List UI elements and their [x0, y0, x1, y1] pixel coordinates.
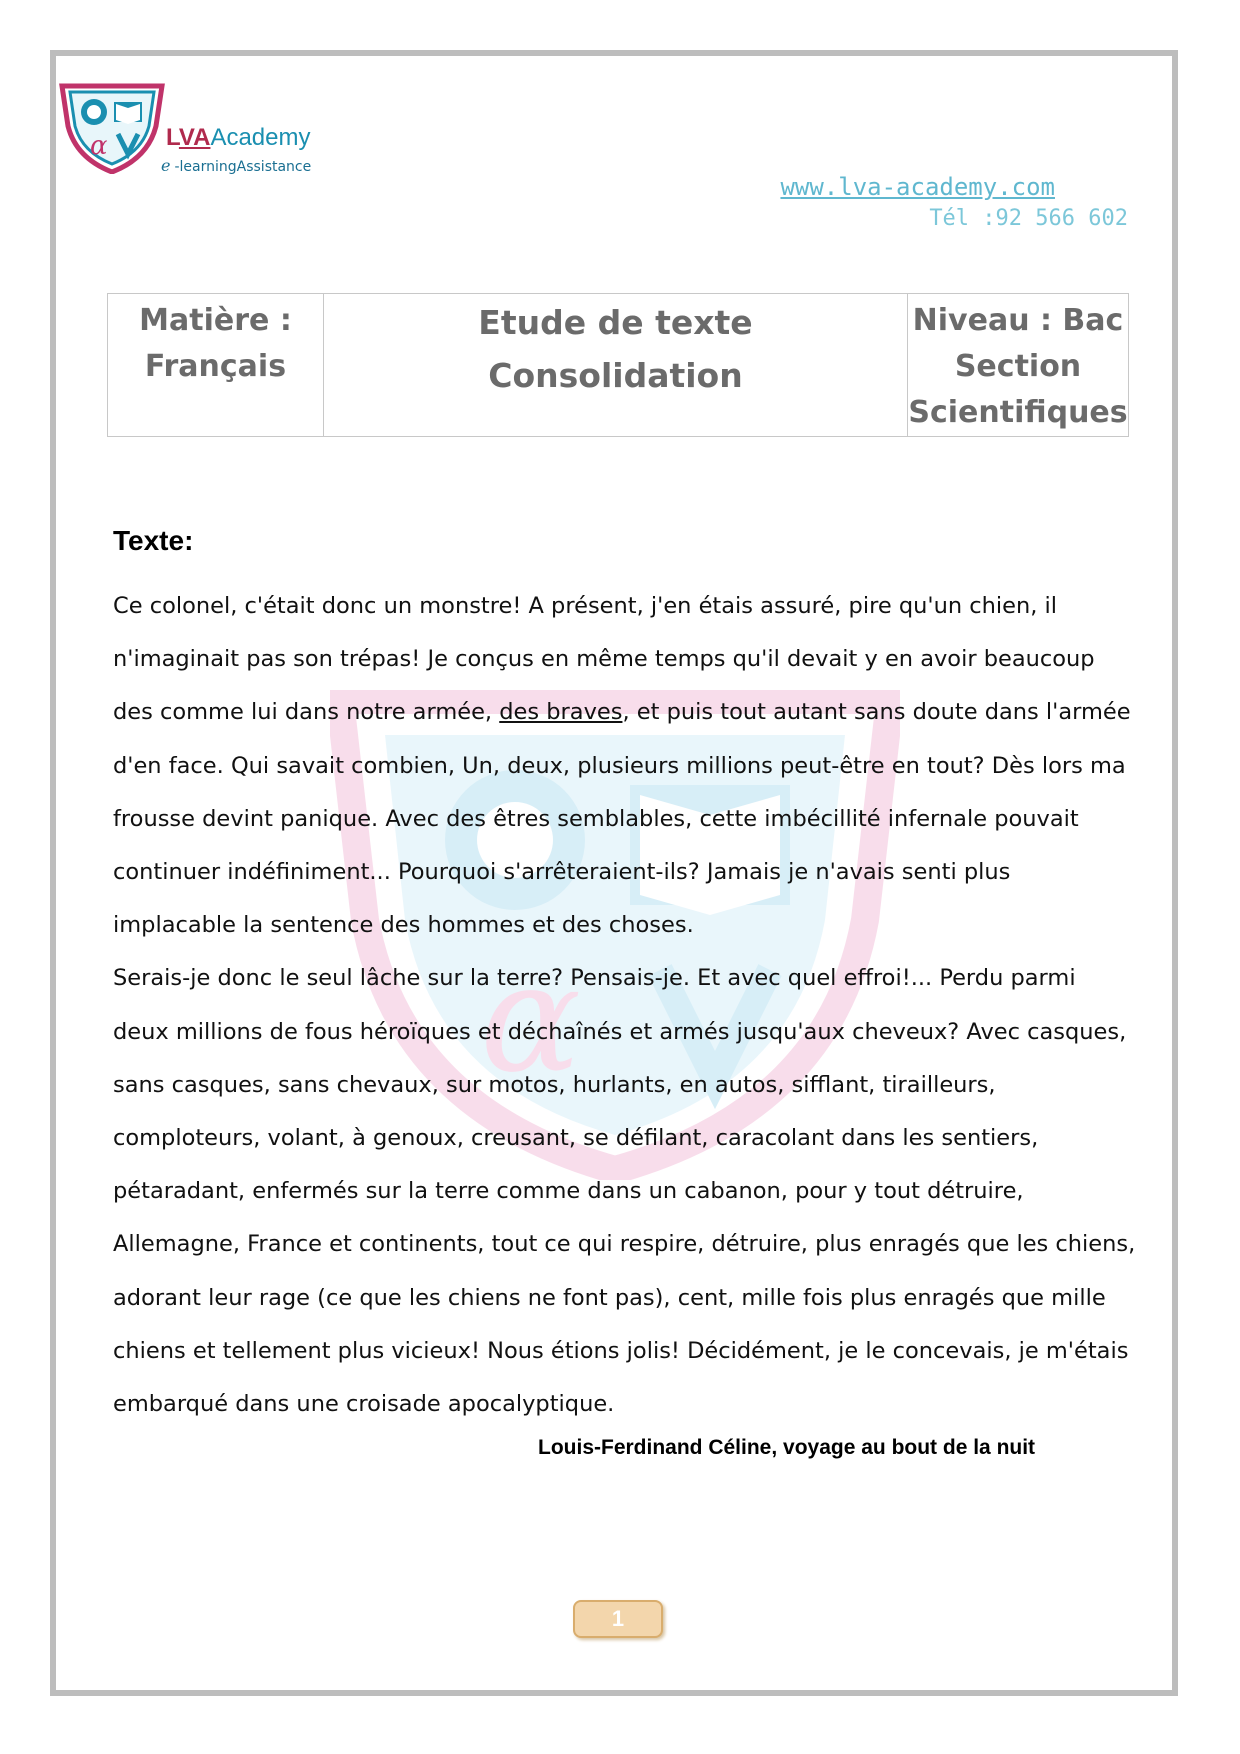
subject-cell	[108, 294, 324, 437]
text-line: d'en face. Qui savait combien, Un, deux, plusieurs millions peut-être en tout? Dès lors ma	[113, 752, 1126, 779]
text-line: n'imaginait pas son trépas! Je conçus en même temps qu'il devait y en avoir beaucoup	[113, 646, 1095, 673]
document-subtitle: Consolidation	[488, 356, 743, 395]
brand-l: L	[166, 124, 179, 151]
title-cell	[324, 294, 908, 437]
passage-text	[113, 580, 1183, 1431]
level-label: Niveau : Bac	[912, 303, 1124, 338]
section-title: Texte:	[113, 525, 194, 556]
text-line: adorant leur rage (ce que les chiens ne font pas), cent, mille fois plus enragés que mille	[113, 1284, 1106, 1311]
text-fragment: , et puis tout autant sans doute dans l'armée	[622, 699, 1131, 726]
header-table	[107, 293, 1129, 437]
text-line: Allemagne, France et continents, tout ce qui respire, détruire, plus enragés que les chiens,	[113, 1231, 1136, 1258]
brand-name	[166, 124, 311, 152]
text-line: pétaradant, enfermés sur la terre comme dans un cabanon, pour y tout détruire,	[113, 1178, 1024, 1205]
document-title: Etude de texte	[478, 303, 753, 342]
text-line: Ce colonel, c'était donc un monstre! A présent, j'en étais assuré, pire qu'un chien, il	[113, 593, 1058, 619]
text-line: Serais-je donc le seul lâche sur la terre? Pensais-je. Et avec quel effroi!... Perdu parmi	[113, 965, 1076, 992]
svg-text:α: α	[480, 932, 582, 1106]
brand-tagline	[161, 156, 311, 175]
author-citation: Louis-Ferdinand Céline, voyage au bout de la nuit	[538, 1436, 1036, 1459]
brand-va: VA	[178, 124, 211, 151]
phone-number: Tél :92 566 602	[929, 206, 1128, 231]
text-fragment: des comme lui dans notre armée,	[113, 699, 500, 726]
svg-text:α: α	[90, 131, 108, 161]
level-cell	[908, 294, 1129, 437]
text-line: frousse devint panique. Avec des êtres semblables, cette imbécillité infernale pouvait	[113, 805, 1079, 832]
text-line: continuer indéfiniment... Pourquoi s'arrêteraient-ils? Jamais je n'avais senti plus	[113, 859, 1011, 886]
underlined-phrase: des braves	[499, 699, 623, 726]
text-line: chiens et tellement plus vicieux! Nous étions jolis! Décidément, je le concevais, je m'étais	[113, 1337, 1129, 1364]
section-label: Section	[954, 349, 1082, 384]
text-line: deux millions de fous héroïques et déchaînés et armés jusqu'aux cheveux? Avec casques,	[113, 1018, 1127, 1045]
text-line: embarqué dans une croisade apocalyptique.	[113, 1391, 615, 1418]
subject-value: Français	[144, 349, 287, 384]
text-line: comploteurs, volant, à genoux, creusant, se défilant, caracolant dans les sentiers,	[113, 1125, 1039, 1152]
section-value: Scientifiques	[908, 395, 1128, 430]
website-link[interactable]: www.lva-academy.com	[780, 173, 1055, 201]
text-line	[113, 686, 1183, 739]
subject-label: Matière :	[139, 303, 292, 338]
text-line: implacable la sentence des hommes et des choses.	[113, 912, 694, 939]
text-line: sans casques, sans chevaux, sur motos, hurlants, en autos, sifflant, tirailleurs,	[113, 1071, 996, 1098]
tagline-e: e	[161, 156, 171, 175]
lva-academy-logo-icon	[58, 82, 166, 174]
page-number: 1	[573, 1600, 663, 1638]
tagline-text: -learningAssistance	[174, 159, 312, 175]
brand-academy: Academy	[210, 124, 311, 151]
